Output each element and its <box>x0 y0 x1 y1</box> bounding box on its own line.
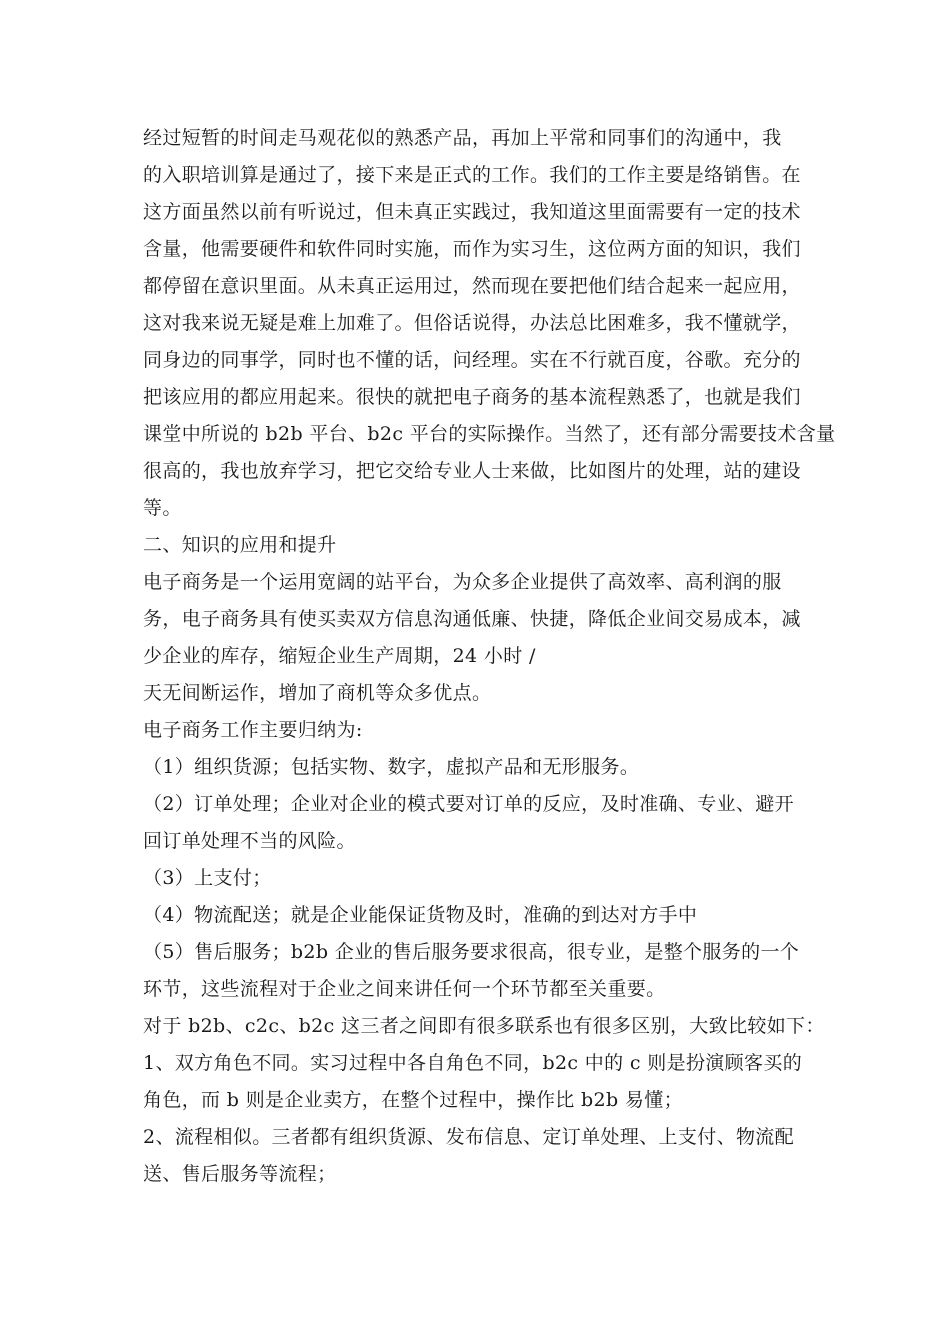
text-line: 回订单处理不当的风险。 <box>143 830 356 852</box>
text-line: 经过短暂的时间走马观花似的熟悉产品，再加上平常和同事们的沟通中，我 <box>143 127 782 149</box>
text-line: 务，电子商务具有使买卖双方信息沟通低廉、快捷，降低企业间交易成本，减 <box>143 608 801 630</box>
text-line: 同身边的同事学，同时也不懂的话，问经理。实在不行就百度，谷歌。充分的 <box>143 349 801 371</box>
text-line: 电子商务工作主要归纳为: <box>143 719 363 741</box>
text-line: 少企业的库存，缩短企业生产周期，24 小时 / <box>143 645 536 667</box>
text-line: 都停留在意识里面。从未真正运用过，然而现在要把他们结合起来一起应用， <box>143 275 801 297</box>
list-item: （4）物流配送；就是企业能保证货物及时，准确的到达对方手中 <box>143 904 698 926</box>
section-heading: 二、知识的应用和提升 <box>143 534 337 556</box>
text-line: 等。 <box>143 497 182 519</box>
text-line: 角色，而 b 则是企业卖方，在整个过程中，操作比 b2b 易懂； <box>143 1089 683 1111</box>
text-line: 送、售后服务等流程； <box>143 1163 337 1185</box>
list-item: （5）售后服务；b2b 企业的售后服务要求很高，很专业，是整个服务的一个 <box>143 941 800 963</box>
list-item: （3）上支付； <box>143 867 272 889</box>
text-line: 电子商务是一个运用宽阔的站平台，为众多企业提供了高效率、高利润的服 <box>143 571 782 593</box>
list-item: （1）组织货源；包括实物、数字，虚拟产品和无形服务。 <box>143 756 640 778</box>
list-item: 1、双方角色不同。实习过程中各自角色不同，b2c 中的 c 则是扮演顾客买的 <box>143 1052 803 1074</box>
text-line: 这方面虽然以前有听说过，但未真正实践过，我知道这里面需要有一定的技术 <box>143 201 801 223</box>
text-line: 很高的，我也放弃学习，把它交给专业人士来做，比如图片的处理，站的建设 <box>143 460 801 482</box>
list-item: （2）订单处理；企业对企业的模式要对订单的反应，及时准确、专业、避开 <box>143 793 794 815</box>
text-line: 的入职培训算是通过了，接下来是正式的工作。我们的工作主要是络销售。在 <box>143 164 801 186</box>
list-item: 2、流程相似。三者都有组织货源、发布信息、定订单处理、上支付、物流配 <box>143 1126 794 1148</box>
text-line: 天无间断运作，增加了商机等众多优点。 <box>143 682 492 704</box>
text-line: 含量，他需要硬件和软件同时实施，而作为实习生，这位两方面的知识，我们 <box>143 238 801 260</box>
text-line: 这对我来说无疑是难上加难了。但俗话说得，办法总比困难多，我不懂就学， <box>143 312 801 334</box>
text-line: 对于 b2b、c2c、b2c 这三者之间即有很多联系也有很多区别，大致比较如下： <box>143 1015 825 1037</box>
text-line: 课堂中所说的 b2b 平台、b2c 平台的实际操作。当然了，还有部分需要技术含量 <box>143 423 836 445</box>
text-line: 把该应用的都应用起来。很快的就把电子商务的基本流程熟悉了，也就是我们 <box>143 386 801 408</box>
text-line: 环节，这些流程对于企业之间来讲任何一个环节都至关重要。 <box>143 978 666 1000</box>
